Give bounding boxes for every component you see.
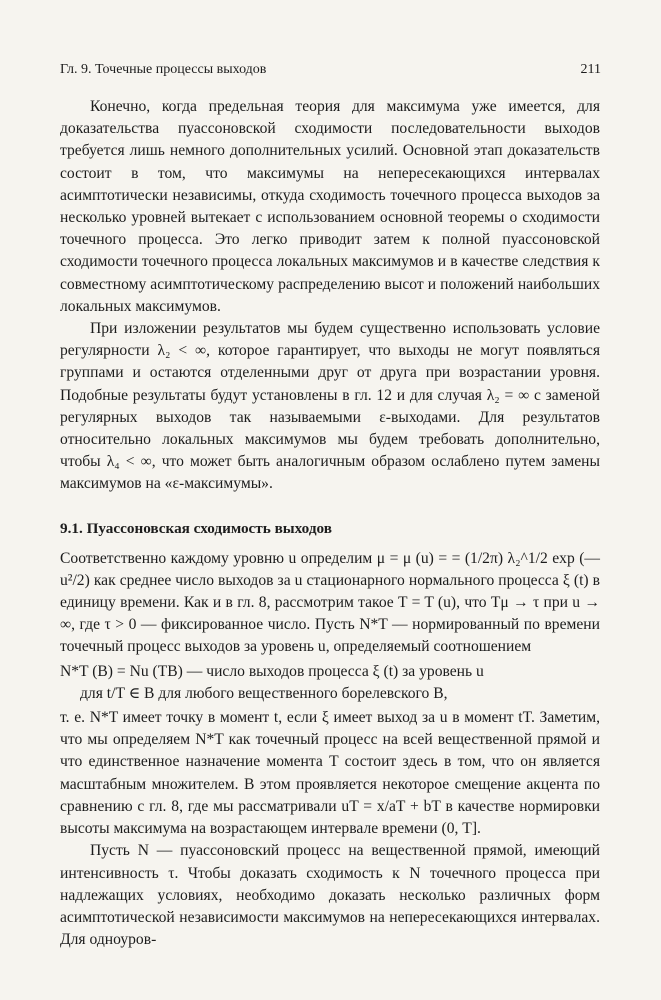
- display-formula: [60, 661, 600, 705]
- paragraph-4: т. е. N*T имеет точку в момент t, если ξ имеет выход за u в момент tT. Заметим, что мы определяем N*T как точечный процесс на всей вещественной прямой и что единственное назначение момента T состоит здесь в том, что он является масштабным множителем. В этом проявляется некоторое смещение акцента по сравнению с гл. 8, где мы рассматривали uT = x/aT + bT в качестве нормировки высоты максимума на возрастающем интервале времени (0, T].: [60, 709, 600, 838]
- paragraph-2: При изложении результатов мы будем существенно использовать условие регулярности λ₂ < ∞, которое гарантирует, что выходы не могут появляться группами и остаются отделенными друг от друга при возрастании уровня. Подобные результаты будут установлены в гл. 12 и для случая λ₂ = ∞ с заменой регулярных выходов так называемыми ε-выходами. Для результатов относительно локальных максимумов мы будем требовать дополнительно, чтобы λ₄ < ∞, что может быть аналогичным образом ослаблено путем замены максимумов на «ε-максимумы».: [60, 320, 600, 493]
- running-title: Гл. 9. Точечные процессы выходов: [60, 62, 267, 77]
- paragraph-5: Пусть N — пуассоновский процесс на вещественной прямой, имеющий интенсивность τ. Чтобы доказать сходимость к N точечного процесса при надлежащих условиях, необходимо доказать несколько различных форм асимптотической независимости максимумов на непересекающихся интервалах. Для одноуров-: [60, 842, 600, 949]
- page-body: [60, 96, 600, 951]
- paragraph-1: Конечно, когда предельная теория для максимума уже имеется, для доказательства пуассоновской сходимости последовательности выходов требуется лишь немного дополнительных усилий. Основной этап доказательств состоит в том, что максимумы на непересекающихся интервалах асимптотически независимы, откуда сходимость точечного процесса выходов за несколько уровней вытекает с использованием основной теоремы о сходимости точечного процесса. Это легко приводит затем к полной пуассоновской сходимости точечного процесса локальных максимумов и в качестве следствия к совместному асимптотическому распределению высот и положений наибольших локальных максимумов.: [60, 98, 600, 315]
- page-number: 211: [580, 62, 601, 77]
- display-formula-line-1: N*T (B) = Nu (TB) — число выходов процесса ξ (t) за уровень u: [60, 662, 484, 680]
- section-title: 9.1. Пуассоновская сходимость выходов: [60, 519, 332, 537]
- paragraph-3: Соответственно каждому уровню u определим μ = μ (u) = = (1/2π) λ₂^1/2 exp (—u²/2) как среднее число выходов за u стационарного нормального процесса ξ (t) в единицу времени. Как и в гл. 8, рассмотрим такое T = T (u), что Tμ → τ при u → ∞, где τ > 0 — фиксированное число. Пусть N*T — нормированный по времени точечный процесс выходов за уровень u, определяемый соотношением: [60, 549, 600, 656]
- page-header: [60, 62, 601, 78]
- display-formula-line-2: для t/T ∈ B для любого вещественного борелевского B,: [80, 684, 448, 702]
